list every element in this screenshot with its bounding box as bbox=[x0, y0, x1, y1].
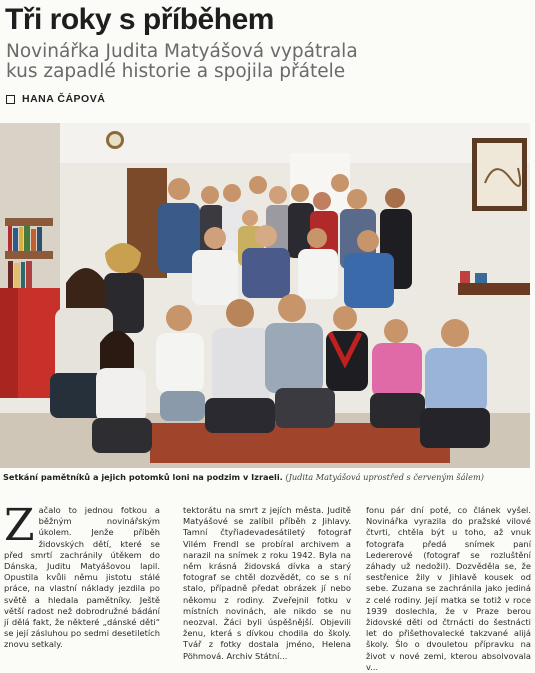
body-column-2: tektorátu na smrt z jejích města. Juditě Matyášové se zalíbil příběh z Jihlavy. Tamní čtyřiadevadesátiletý fotograf Vilém Frendl se probíral archivem a narazil na snímek z roku 1942. Byla na něm krásná židovská dívka a starý fotograf se chtěl dozvědět, co se s ní stalo, případně předat obrázek jí nebo někomu z rodiny. Zveřejnil fotku v místních novinách, ale nikdo se nu neozval. Žáci byli úspěšnější. Objevili ženu, která s dívkou chodila do školy. Tvář z fotky dostala jméno, Helena Pöhmová. Archiv Státní... bbox=[183, 505, 351, 661]
byline-square-icon bbox=[6, 95, 15, 104]
group-photo bbox=[0, 123, 530, 468]
drop-cap: Z bbox=[4, 500, 35, 551]
group-photo-illustration bbox=[0, 123, 530, 468]
body-column-3: fonu pár dní poté, co článek vyšel. Novinářka vyrazila do pražské vilové čtvrti, chtěla být u toho, až vnuk fotografa předá snímek paní Ledererové (fotograf se rozluštění záhady už nedožil). Dozvěděla se, že sestřenice žily v Jihlavě kousek od sebe. Zuzana se zachránila jako jediná z celé rodiny. Její matka se totiž v roce 1939 doslechla, že v Praze berou židovské děti od čtrnácti do šestnácti let do přišethovalecké takzvané alijá školy. Šlo o dvouletou přípravku na život v nové zemi, kterou absolvovala v... bbox=[366, 505, 531, 672]
caption-italic: (Judita Matyášová uprostřed s červeným šálem) bbox=[285, 472, 484, 482]
caption-bold: Setkání pamětníků a jejich potomků loni na podzim v Izraeli. bbox=[3, 472, 283, 482]
subheadline: Novinářka Judita Matyášová vypátrala kus zapadlé historie a spojila přátele bbox=[6, 41, 358, 82]
body-column-1-text: ačalo to jednou fotkou a běžným novinářským úkolem. Jenže příběh židovských dětí, které se před smrtí zachránily útěkem do Dánska, Juditu Matyášovou lapil. Opustila kvůli němu jistotu stálé práce, na vlastní náklady jezdila po světě a hledala pamětníky. Ještě větší radost než dobrodružné bádání jí dělá fakt, že některé „dánské děti“ se její zásluhou po sedmi desetiletích znovu setkaly. bbox=[4, 505, 160, 650]
body-column-1 bbox=[4, 500, 160, 650]
author-name: HANA ČÁPOVÁ bbox=[22, 93, 106, 105]
headline: Tři roky s příběhem bbox=[5, 3, 274, 36]
byline bbox=[6, 93, 105, 105]
photo-caption bbox=[3, 472, 531, 482]
